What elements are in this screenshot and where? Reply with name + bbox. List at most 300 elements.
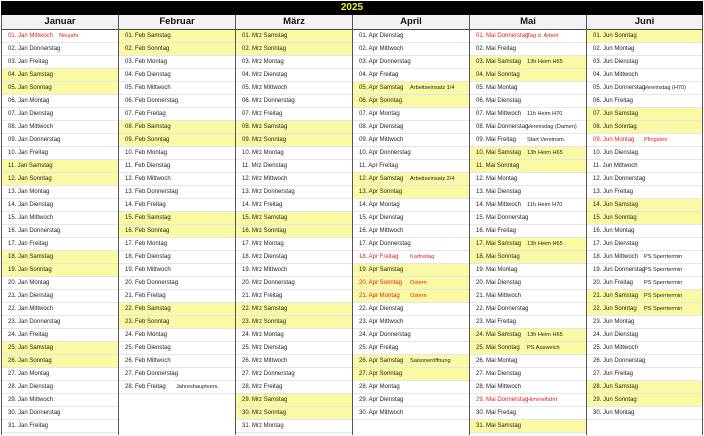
day-date: 28. Mai Mittwoch [476,384,522,390]
day-note: 13h Heim H65 [527,150,563,156]
day-row [2,394,118,407]
day-row [470,69,586,82]
day-date: 16. Jun Montag [593,228,635,234]
day-row [2,225,118,238]
day-date: 07. Jun Samstag [593,111,639,117]
day-note: Saisoneröffnung [410,358,451,364]
day-note: Vereinstag (H70) [644,85,686,91]
day-date: 08. Apr Dienstag [359,124,404,130]
day-date: 13. Feb Donnerstag [125,189,179,195]
day-date: 15. Mrz Samstag [242,215,288,221]
day-note: PS Sperrtermin [644,254,683,260]
day-date: 15. Jun Sonntag [593,215,637,221]
day-note: PS Sperrtermin [644,267,683,273]
day-date: 04. Feb Dienstag [125,72,171,78]
day-row [587,225,702,238]
day-row [470,238,586,251]
day-row [587,108,702,121]
day-row [236,394,352,407]
day-row [236,43,352,56]
day-date: 01. Feb Samstag [125,33,171,39]
day-date: 28. Feb Freitag [125,384,166,390]
day-row [119,264,235,277]
day-date: 10. Jun Dienstag [593,150,639,156]
day-row [119,238,235,251]
day-date: 21. Jan Dienstag [8,293,54,299]
day-row [236,251,352,264]
day-date: 25. Jan Samstag [8,345,54,351]
day-note: Neujahr [59,33,79,39]
day-row [470,43,586,56]
day-row [119,95,235,108]
day-date: 04. Jun Mittwoch [593,72,639,78]
day-date: 11. Jan Samstag [8,163,53,169]
day-row [119,56,235,69]
day-date: 19. Mai Montag [476,267,518,273]
day-date: 12. Feb Mittwoch [125,176,171,182]
day-date: 24. Mai Samstag [476,332,522,338]
day-date: 22. Mai Donnerstag [476,306,529,312]
day-date: 19. Jan Sonntag [8,267,52,273]
month-column [586,15,703,435]
day-date: 01. Mai Donnerstag [476,33,529,39]
day-row [470,407,586,420]
day-date: 05. Mai Montag [476,85,518,91]
day-date: 08. Mai Donnerstag [476,124,529,130]
day-date: 27. Mrz Donnerstag [242,371,295,377]
day-date: 13. Apr Sonntag [359,189,403,195]
day-row [353,212,469,225]
day-row [236,355,352,368]
day-row [236,420,352,433]
day-date: 21. Mrz Freitag [242,293,283,299]
day-row [119,69,235,82]
day-row [2,82,118,95]
day-date: 22. Jan Mittwoch [8,306,54,312]
day-date: 26. Jun Donnerstag [593,358,646,364]
day-row [119,186,235,199]
day-row [587,303,702,316]
day-row [119,355,235,368]
day-note: Ostern [410,293,427,299]
day-row [470,82,586,95]
day-row [2,173,118,186]
day-row [119,225,235,238]
day-date: 14. Jun Samstag [593,202,639,208]
day-row [470,381,586,394]
day-row [353,225,469,238]
day-row [587,147,702,160]
day-row [2,134,118,147]
day-note: 13h Heim H65 [527,332,563,338]
day-row [353,186,469,199]
day-row [236,30,352,43]
day-note: Start Vereinsm. [527,137,566,143]
day-row [236,212,352,225]
day-date: 24. Jan Freitag [8,332,49,338]
day-row [236,160,352,173]
day-date: 07. Mai Mittwoch [476,111,522,117]
day-row [587,69,702,82]
day-row [353,251,469,264]
day-date: 20. Mai Dienstag [476,280,522,286]
day-date: 17. Jan Freitag [8,241,49,247]
day-row [587,95,702,108]
day-date: 04. Jan Samstag [8,72,54,78]
day-date: 13. Mai Dienstag [476,189,522,195]
month-column [469,15,586,435]
day-row [236,329,352,342]
day-row [353,95,469,108]
day-date: 07. Mrz Freitag [242,111,283,117]
day-date: 04. Apr Freitag [359,72,399,78]
day-date: 30. Mai Freitag [476,410,517,416]
day-date: 23. Apr Mittwoch [359,319,404,325]
day-date: 15. Jan Mittwoch [8,215,54,221]
day-date: 11. Mai Sonntag [476,163,520,169]
day-date: 25. Mai Sonntag [476,345,520,351]
day-date: 03. Mai Samstag [476,59,522,65]
month-column [352,15,469,435]
day-date: 03. Apr Donnerstag [359,59,411,65]
day-date: 10. Jan Freitag [8,150,49,156]
day-row [119,381,235,394]
day-date: 27. Mai Dienstag [476,371,522,377]
day-row [470,212,586,225]
day-row [2,368,118,381]
day-row [236,186,352,199]
day-date: 14. Feb Freitag [125,202,166,208]
day-row [353,43,469,56]
day-row [119,160,235,173]
day-row [119,43,235,56]
day-row [2,108,118,121]
day-date: 22. Mrz Samstag [242,306,288,312]
day-row [587,121,702,134]
day-row [353,30,469,43]
day-row [236,303,352,316]
day-date: 28. Mrz Freitag [242,384,283,390]
day-date: 08. Jun Sonntag [593,124,637,130]
day-date: 07. Jan Dienstag [8,111,54,117]
day-row [353,82,469,95]
day-note: 11h Heim H70 [527,111,563,117]
day-date: 10. Mrz Montag [242,150,284,156]
month-column [118,15,235,435]
year-title: 2025 [1,1,703,15]
day-date: 11. Feb Dienstag [125,163,171,169]
day-date: 16. Feb Sonntag [125,228,170,234]
day-date: 29. Mai Donnerstag [476,397,529,403]
day-row [236,95,352,108]
day-row [470,199,586,212]
day-row [236,108,352,121]
day-note: Tag d. Arbeit [527,33,559,39]
day-date: 05. Jun Donnerstag [593,85,646,91]
day-date: 11. Mrz Dienstag [242,163,287,169]
day-date: 03. Jun Dienstag [593,59,639,65]
day-row [353,147,469,160]
day-row [236,199,352,212]
day-date: 03. Mrz Montag [242,59,284,65]
day-date: 14. Jan Dienstag [8,202,54,208]
day-row [470,277,586,290]
day-date: 02. Apr Mittwoch [359,46,404,52]
day-date: 31. Mrz Montag [242,423,284,429]
day-row [587,368,702,381]
day-row [353,160,469,173]
day-row [236,173,352,186]
day-date: 20. Jan Montag [8,280,50,286]
day-date: 13. Jan Montag [8,189,50,195]
day-row [119,147,235,160]
day-row [353,316,469,329]
day-row [2,316,118,329]
calendar-sheet [1,1,703,435]
day-row [2,43,118,56]
day-date: 06. Jun Freitag [593,98,634,104]
day-date: 24. Apr Donnerstag [359,332,411,338]
day-row [470,329,586,342]
day-date: 19. Jun Donnerstag [593,267,646,273]
day-row [2,342,118,355]
day-row [236,147,352,160]
day-date: 10. Feb Montag [125,150,168,156]
day-date: 09. Mrz Sonntag [242,137,287,143]
day-row [587,407,702,420]
day-date: 28. Jan Dienstag [8,384,54,390]
day-date: 19. Mrz Mittwoch [242,267,288,273]
day-date: 01. Jun Sonntag [593,33,637,39]
day-row [470,394,586,407]
day-row [2,147,118,160]
day-date: 02. Jan Donnerstag [8,46,61,52]
day-row [2,407,118,420]
day-date: 22. Jun Sonntag [593,306,637,312]
day-row [236,134,352,147]
day-date: 22. Apr Dienstag [359,306,404,312]
day-row [2,420,118,433]
day-row [2,355,118,368]
day-date: 25. Apr Freitag [359,345,399,351]
day-date: 15. Feb Samstag [125,215,171,221]
day-date: 12. Jun Donnerstag [593,176,646,182]
day-date: 13. Jun Freitag [593,189,634,195]
day-note: PS Sperrtermin [644,293,683,299]
day-date: 02. Mrz Sonntag [242,46,287,52]
day-date: 01. Mrz Samstag [242,33,288,39]
day-row [587,264,702,277]
day-row [470,303,586,316]
day-row [353,381,469,394]
day-row [2,329,118,342]
day-row [2,303,118,316]
day-date: 17. Feb Montag [125,241,168,247]
day-note: PS Ausweich [527,345,560,351]
day-date: 29. Jan Mittwoch [8,397,54,403]
day-date: 26. Feb Mittwoch [125,358,171,364]
day-date: 20. Mrz Donnerstag [242,280,295,286]
day-note: Arbeitseinsatz 2/4 [410,176,455,182]
day-row [353,407,469,420]
day-row [470,264,586,277]
day-row [587,43,702,56]
day-date: 17. Apr Donnerstag [359,241,411,247]
day-date: 01. Jan Mittwoch [8,33,54,39]
day-note: PS Sperrtermin [644,306,683,312]
month-header: Juni [587,15,702,30]
day-row [470,355,586,368]
day-date: 18. Jan Samstag [8,254,54,260]
day-row [236,225,352,238]
day-row [2,290,118,303]
day-note: Vereinstag (Damen) [527,124,577,130]
day-row [587,355,702,368]
day-date: 21. Feb Freitag [125,293,166,299]
day-row [119,212,235,225]
day-date: 08. Feb Samstag [125,124,171,130]
month-header: Januar [2,15,118,30]
day-row [587,394,702,407]
day-date: 12. Jan Sonntag [8,176,52,182]
day-row [470,225,586,238]
day-date: 02. Feb Sonntag [125,46,170,52]
day-row [353,368,469,381]
day-date: 15. Mai Donnerstag [476,215,529,221]
day-date: 03. Feb Montag [125,59,168,65]
day-row [353,342,469,355]
day-row [236,82,352,95]
day-date: 24. Jun Dienstag [593,332,639,338]
day-date: 30. Jan Donnerstag [8,410,61,416]
day-row [2,69,118,82]
day-date: 27. Jan Montag [8,371,50,377]
day-date: 10. Apr Donnerstag [359,150,411,156]
day-note: 13h Heim H65 [527,59,563,65]
day-date: 30. Jun Montag [593,410,635,416]
day-row [587,82,702,95]
day-date: 20. Apr Sonntag [359,280,403,286]
day-date: 19. Feb Mittwoch [125,267,171,273]
day-row [119,277,235,290]
day-row [353,329,469,342]
day-date: 21. Apr Montag [359,293,400,299]
day-row [353,199,469,212]
day-row [236,407,352,420]
day-date: 10. Mai Samstag [476,150,522,156]
day-row [2,251,118,264]
day-row [587,277,702,290]
day-date: 16. Jan Donnerstag [8,228,61,234]
day-date: 09. Feb Sonntag [125,137,170,143]
day-row [236,368,352,381]
day-date: 24. Mrz Montag [242,332,284,338]
day-date: 08. Jan Mittwoch [8,124,54,130]
day-row [2,56,118,69]
day-row [2,186,118,199]
day-row [470,160,586,173]
day-row [353,264,469,277]
day-date: 02. Jun Montag [593,46,635,52]
day-date: 12. Mrz Mittwoch [242,176,288,182]
day-row [236,56,352,69]
day-row [470,134,586,147]
day-row [119,329,235,342]
day-date: 06. Feb Donnerstag [125,98,179,104]
day-date: 18. Mai Sonntag [476,254,520,260]
day-date: 30. Apr Mittwoch [359,410,404,416]
day-date: 12. Mai Montag [476,176,518,182]
day-row [2,30,118,43]
day-row [470,95,586,108]
day-row [119,342,235,355]
day-row [2,212,118,225]
day-row [587,56,702,69]
day-row [587,251,702,264]
month-header: Februar [119,15,235,30]
day-row [353,121,469,134]
month-column [235,15,352,435]
day-row [119,134,235,147]
day-row [2,381,118,394]
day-date: 20. Jun Freitag [593,280,634,286]
day-row [353,394,469,407]
day-date: 23. Mrz Sonntag [242,319,287,325]
day-note: 13h Heim H65 [527,241,563,247]
day-row [470,186,586,199]
day-row [119,82,235,95]
day-date: 09. Mai Freitag [476,137,517,143]
day-date: 21. Jun Samstag [593,293,639,299]
day-row [587,290,702,303]
day-date: 27. Jun Freitag [593,371,634,377]
day-row [353,355,469,368]
day-row [587,173,702,186]
day-row [587,238,702,251]
day-row [587,30,702,43]
day-date: 03. Jan Freitag [8,59,49,65]
day-date: 07. Apr Montag [359,111,400,117]
day-date: 04. Mrz Dienstag [242,72,288,78]
day-note: Ostern [410,280,427,286]
day-row [119,316,235,329]
day-row [470,108,586,121]
day-date: 17. Jun Dienstag [593,241,639,247]
day-date: 27. Apr Sonntag [359,371,403,377]
day-date: 04. Mai Sonntag [476,72,520,78]
day-date: 26. Mrz Mittwoch [242,358,288,364]
day-row [119,290,235,303]
day-row [119,108,235,121]
day-row [119,173,235,186]
day-note: Karfreitag [410,254,435,260]
day-date: 07. Feb Freitag [125,111,166,117]
day-row [587,134,702,147]
day-date: 06. Mai Dienstag [476,98,522,104]
day-date: 13. Mrz Donnerstag [242,189,295,195]
day-date: 31. Jan Freitag [8,423,49,429]
day-row [119,199,235,212]
day-note: Jahreshauptvers. [176,384,219,390]
day-date: 09. Apr Mittwoch [359,137,404,143]
day-row [236,316,352,329]
day-date: 11. Apr Freitag [359,163,398,169]
day-date: 25. Mrz Dienstag [242,345,288,351]
day-date: 25. Jun Mittwoch [593,345,639,351]
day-row [353,277,469,290]
day-date: 18. Apr Freitag [359,254,399,260]
day-note: Arbeitseinsatz 1/4 [410,85,455,91]
